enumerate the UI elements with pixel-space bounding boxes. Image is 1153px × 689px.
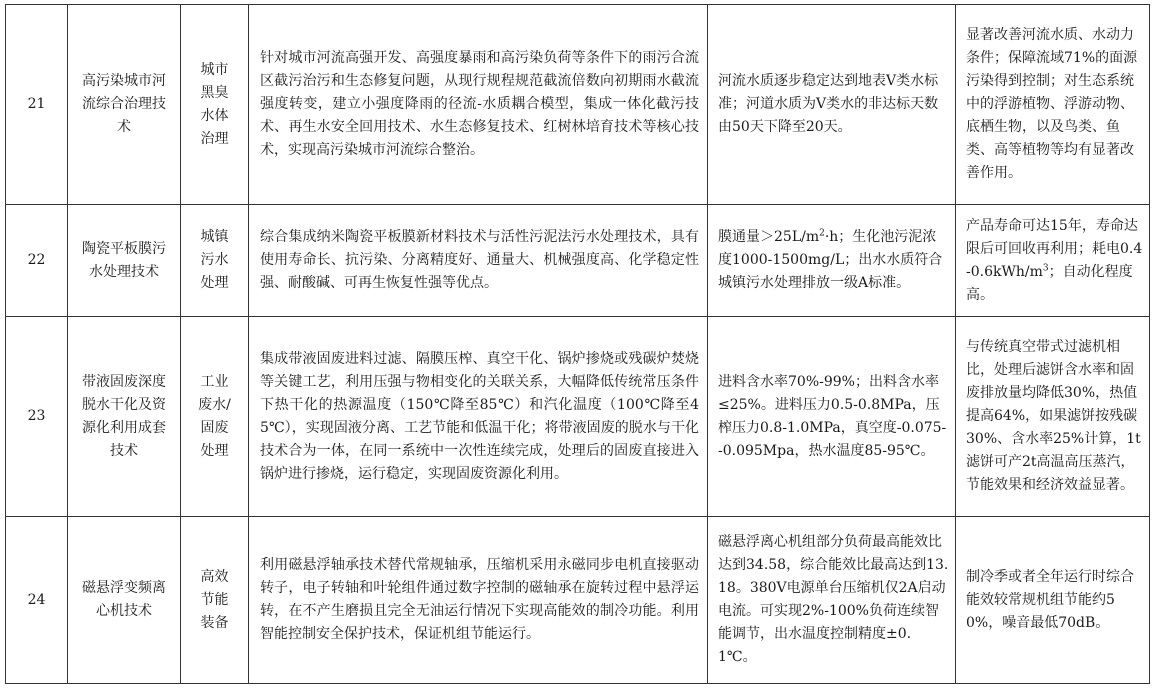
description-cell (249, 5, 708, 205)
description: 利用磁悬浮轴承技术替代常规轴承，压缩机采用永磁同步电机直接驱动转子，电子转轴和叶轮组件通过数字控制的磁轴承在旋转过程中悬浮运转，在不产生磨损且完全无油运行情况下实现高能效的制冷功能。利用智能控制安全保护技术，保证机组节能运行。 (260, 557, 699, 642)
field-cell (181, 317, 249, 517)
effects-cell (956, 517, 1150, 684)
row-number-cell (6, 5, 68, 205)
effects-part: 产品寿命可达15年，寿命达限后可回收再利用；耗电0.4-0.6kWh/m (966, 217, 1143, 280)
indicators-cell (708, 517, 956, 684)
tech-name: 陶瓷平板膜污水处理技术 (82, 240, 166, 280)
field: 城市黑臭水体治理 (200, 61, 229, 147)
description-cell (249, 517, 708, 684)
row-number: 24 (27, 591, 46, 608)
field: 工业废水/固废处理 (198, 373, 231, 459)
effects-part: ；自动化程度高。 (966, 263, 1133, 303)
field: 高效节能装备 (200, 568, 229, 631)
description-cell (249, 317, 708, 517)
tech-name-cell (68, 517, 181, 684)
table-row (6, 205, 1150, 317)
tech-name: 高污染城市河流综合治理技术 (82, 73, 166, 135)
tech-name-cell (68, 317, 181, 517)
superscript: 2 (819, 228, 825, 239)
indicators-part: ·h；生化池污泥浓度1000-1500mg/L；出水水质符合城镇污水处理排放一级A标准。 (718, 229, 943, 291)
row-number: 21 (27, 96, 46, 112)
row-number: 23 (27, 408, 46, 424)
effects: 与传统真空带式过滤机相比，处理后滤饼含水率和固废排放量均降低30%，热值提高64%，如果滤饼按残碳30%、含水率25%计算，1t滤饼可产2t高温高压蒸汽，节能效果和经济效益显著。 (966, 339, 1141, 493)
description-cell (249, 205, 708, 317)
table-row (6, 5, 1150, 205)
field-cell (181, 205, 249, 317)
field-cell (181, 517, 249, 684)
field: 城镇污水处理 (200, 229, 229, 291)
tech-name: 磁悬浮变频离心机技术 (82, 580, 166, 619)
effects-cell (956, 205, 1150, 317)
indicators-cell (708, 317, 956, 517)
tech-name-cell (68, 5, 181, 205)
technology-table (5, 4, 1150, 684)
description: 综合集成纳米陶瓷平板膜新材料技术与活性污泥法污水处理技术，具有使用寿命长、抗污染、分离精度好、通量大、机械强度高、化学稳定性强、耐酸碱、可再生恢复性强等优点。 (260, 229, 699, 291)
row-number-cell (6, 317, 68, 517)
effects: 显著改善河流水质、水动力条件；保障流域71%的面源污染得到控制；对生态系统中的浮游植物、浮游动物、底栖生物，以及鸟类、鱼类、高等植物等均有显著改善作用。 (966, 27, 1138, 181)
indicators (708, 226, 955, 295)
effects-cell (956, 5, 1150, 205)
superscript: 3 (1042, 262, 1049, 273)
tech-name: 带液固废深度脱水干化及资源化利用成套技术 (82, 373, 166, 459)
indicators: 河流水质逐步稳定达到地表Ⅴ类水标准；河道水质为Ⅴ类水的非达标天数由50天下降至20天。 (718, 73, 939, 135)
tech-name-cell (68, 205, 181, 317)
indicators-cell (708, 5, 956, 205)
row-number: 22 (27, 252, 46, 268)
field-cell (181, 5, 249, 205)
indicators: 进料含水率70%-99%；出料含水率≤25%。进料压力0.5-0.8MPa，压榨压力0.8-1.0MPa，真空度-0.075--0.095Mpa，热水温度85-95℃。 (718, 373, 947, 459)
effects-cell (956, 317, 1150, 517)
indicators-cell (708, 205, 956, 317)
effects (956, 215, 1149, 307)
table-row (6, 517, 1150, 684)
indicators-part: 膜通量＞25L/m (718, 229, 820, 245)
effects: 制冷季或者全年运行时综合能效较常规机组节能约50%，噪音最低70dB。 (966, 568, 1134, 631)
indicators: 磁悬浮离心机组部分负荷最高能效比达到34.58，综合能效比最高达到13.18。380V电源单台压缩机仅2A启动电流。可实现2%-100%负荷连续智能调节，出水温度控制精度±0.1℃。 (718, 534, 949, 665)
row-number-cell (6, 205, 68, 317)
table-row (6, 317, 1150, 517)
description: 集成带液固废进料过滤、隔膜压榨、真空干化、锅炉掺烧或残碳炉焚烧等关键工艺，利用压强与物相变化的关联关系，大幅降低传统常压条件下热干化的热源温度（150℃降至85℃）和汽化温度（100℃降至45℃），实现固液分离、工艺节能和低温干化；将带液固废的脱水与干化技术合为一体，在同一系统中一次性连续完成，处理后的固废直接进入锅炉进行掺烧，运行稳定，实现固废资源化利用。 (260, 350, 699, 482)
description: 针对城市河流高强开发、高强度暴雨和高污染负荷等条件下的雨污合流区截污治污和生态修复问题，从现行规程规范截流倍数向初期雨水截流强度转变，建立小强度降雨的径流-水质耦合模型，集成一体化截污技术、再生水安全回用技术、水生态修复技术、红树林培育技术等核心技术，实现高污染城市河流综合整治。 (260, 50, 699, 158)
row-number-cell (6, 517, 68, 684)
